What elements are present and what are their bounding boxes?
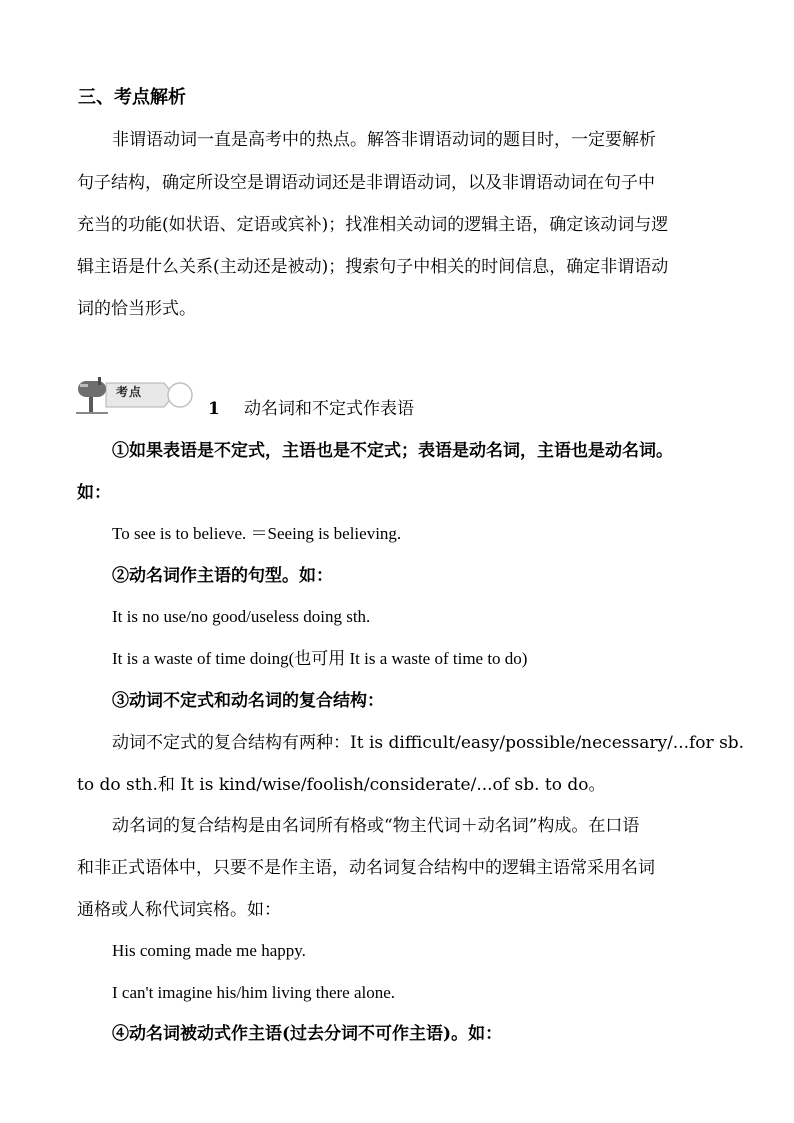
paragraph-line: 非谓语动词一直是高考中的热点。解答非谓语动词的题目时，一定要解析 [112, 130, 656, 150]
kaodian-badge [76, 375, 200, 415]
rule-4: ④动名词被动式作主语(过去分词不可作主语)。如： [112, 1024, 503, 1044]
point-number: 1 [208, 399, 220, 419]
paragraph-line: 词的恰当形式。 [77, 299, 196, 319]
paragraph-line: 动词不定式的复合结构有两种：It is difficult/easy/possible/necessary/...for sb. [112, 733, 745, 753]
paragraph-line: 动名词的复合结构是由名词所有格或“物主代词＋动名词”构成。在口语 [112, 816, 640, 836]
paragraph-line: 充当的功能(如状语、定语或宾补)；找准相关动词的逻辑主语，确定该动词与逻 [77, 215, 669, 235]
paragraph-line: 和非正式语体中，只要不是作主语，动名词复合结构中的逻辑主语常采用名词 [77, 858, 655, 878]
example-line: To see is to believe. ＝Seeing is believing. [112, 524, 402, 543]
example-line: I can't imagine his/him living there alone. [112, 983, 396, 1002]
rule-3: ③动词不定式和动名词的复合结构： [112, 691, 384, 711]
point-title: 动名词和不定式作表语 [244, 399, 414, 419]
paragraph-line: to do sth.和 It is kind/wise/foolish/considerate/...of sb. to do。 [77, 775, 606, 795]
paragraph-line: 句子结构，确定所设空是谓语动词还是非谓语动词，以及非谓语动词在句子中 [77, 173, 655, 193]
example-line: It is a waste of time doing(也可用 It is a waste of time to do) [112, 649, 528, 668]
rule-1-cont: 如： [77, 483, 111, 503]
badge-label: 考点 [116, 385, 143, 399]
paragraph-line: 通格或人称代词宾格。如： [77, 900, 281, 920]
section-heading: 三、考点解析 [78, 87, 186, 108]
rule-1: ①如果表语是不定式，主语也是不定式；表语是动名词，主语也是动名词。 [112, 441, 673, 461]
rule-2: ②动名词作主语的句型。如： [112, 566, 333, 586]
paragraph-line: 辑主语是什么关系(主动还是被动)；搜索句子中相关的时间信息，确定非谓语动 [77, 257, 669, 277]
example-line: It is no use/no good/useless doing sth. [112, 607, 371, 626]
example-line: His coming made me happy. [112, 941, 306, 960]
